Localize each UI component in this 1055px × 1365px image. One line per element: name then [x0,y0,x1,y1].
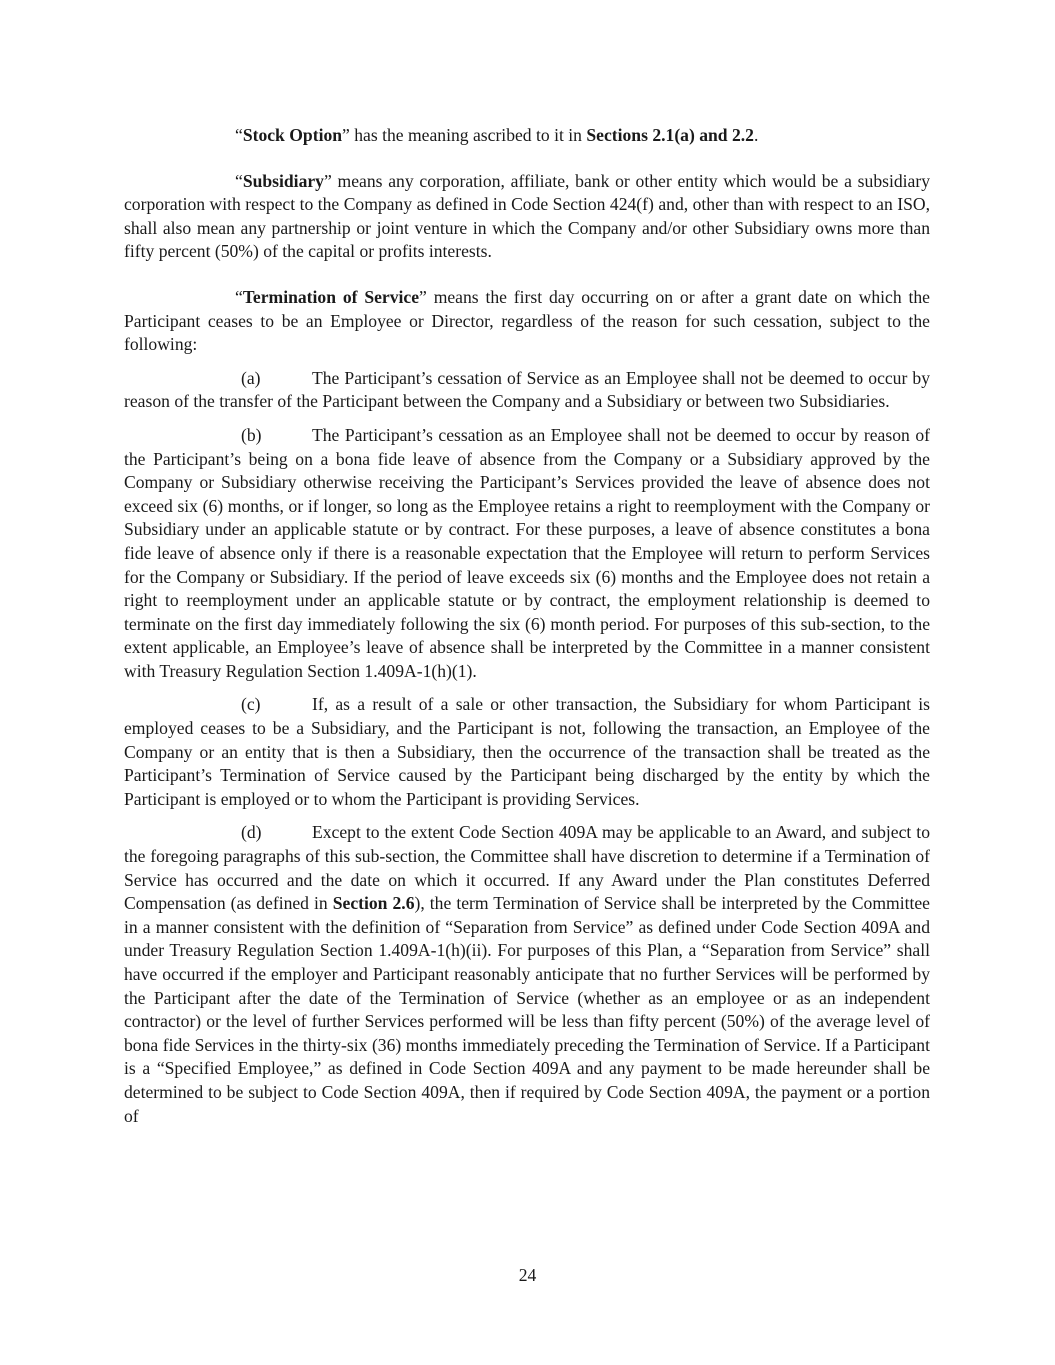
document-page [124,124,930,1128]
page-number: 24 [518,1265,537,1285]
subsection-d: (d) Except to the extent Code Section 409A may be applicable to an Award, and subject to the foregoing paragraphs of this sub-section, the Committee shall have discretion to determine if a Termination of Service has occurred and the date on which it occurred. If any Award under the Plan constitutes Deferred Compensation (as defined in Section 2.6), the term Termination of Service shall be interpreted by the Committee in a manner consistent with the definition of “Separation from Service” as defined under Code Section 409A and under Treasury Regulation Section 1.409A-1(h)(ii). For purposes of this Plan, a “Separation from Service” shall have occurred if the employer and Participant reasonably anticipate that no further Services will be performed by the Participant after the date of the Termination of Service (whether as an employee or as an independent contractor) or the level of further Services performed will be less than fifty percent (50%) of the average level of bona fide Services in the thirty-six (36) months immediately preceding the Termination of Service. If a Participant is a “Specified Employee,” as defined in Code Section 409A and any payment to be made hereunder shall be determined to be subject to Code Section 409A, then if required by Code Section 409A, the payment or a portion of [124,822,930,1126]
section-reference: Sections 2.1(a) and 2.2 [586,125,754,145]
subsection-label: (a) [241,367,261,388]
subsection-label: (b) [241,424,262,445]
term-subsidiary: Subsidiary [242,170,324,191]
subsection-label: (c) [241,694,261,715]
term-termination-of-service: Termination of Service [242,286,420,307]
definition-termination-of-service: “Termination of Service” means the first day occurring on or after a grant date on which the Participant ceases to be an Employee or Director, regardless of the reason for such cessation, subject to the following: [124,286,930,355]
subsection-a: (a) The Participant’s cessation of Service as an Employee shall not be deemed to occur by reason of the transfer of the Participant between the Company and a Subsidiary or between two Subsidiaries. [124,367,930,412]
term-stock-option: Stock Option [242,125,343,145]
section-reference: Section 2.6 [332,893,415,914]
definition-stock-option: “Stock Option” has the meaning ascribed to it in Sections 2.1(a) and 2.2. [235,125,759,145]
subsection-b: (b) The Participant’s cessation as an Employee shall not be deemed to occur by reason of the Participant’s being on a bona fide leave of absence from the Company or a Subsidiary approved by the Company or Subsidiary otherwise receiving the Participant’s Services provided the leave of absence does not exceed six (6) months, or if longer, so long as the Employee retains a right to reemployment with the Company or Subsidiary under an applicable statute or by contract. For these purposes, a leave of absence constitutes a bona fide leave of absence only if there is a reasonable expectation that the Employee will return to perform Services for the Company or Subsidiary. If the period of leave exceeds six (6) months and the Employee does not retain a right to reemployment under an applicable statute or by contract, the employment relationship is deemed to terminate on the first day immediately following the six (6) month period. For purposes of this sub-section, to the extent applicable, an Employee’s leave of absence shall be interpreted by the Committee in a manner consistent with Treasury Regulation Section 1.409A-1(h)(1). [124,424,930,681]
subsection-label: (d) [241,822,262,843]
definition-subsidiary: “Subsidiary” means any corporation, affiliate, bank or other entity which would be a subsidiary corporation with respect to the Company as defined in Code Section 424(f) and, other than with respect to an ISO, shall also mean any partnership or joint venture in which the Company and/or other Subsidiary owns more than fifty percent (50%) of the capital or profits interests. [124,170,930,262]
subsection-c: (c) If, as a result of a sale or other transaction, the Subsidiary for whom Participant is employed ceases to be a Subsidiary, and the Participant is not, following the transaction, an Employee of the Company or an entity that is then a Subsidiary, then the occurrence of the transaction shall be treated as the Participant’s Termination of Service caused by the Participant being discharged by the entity by which the Participant is employed or to whom the Participant is providing Services. [124,694,930,809]
